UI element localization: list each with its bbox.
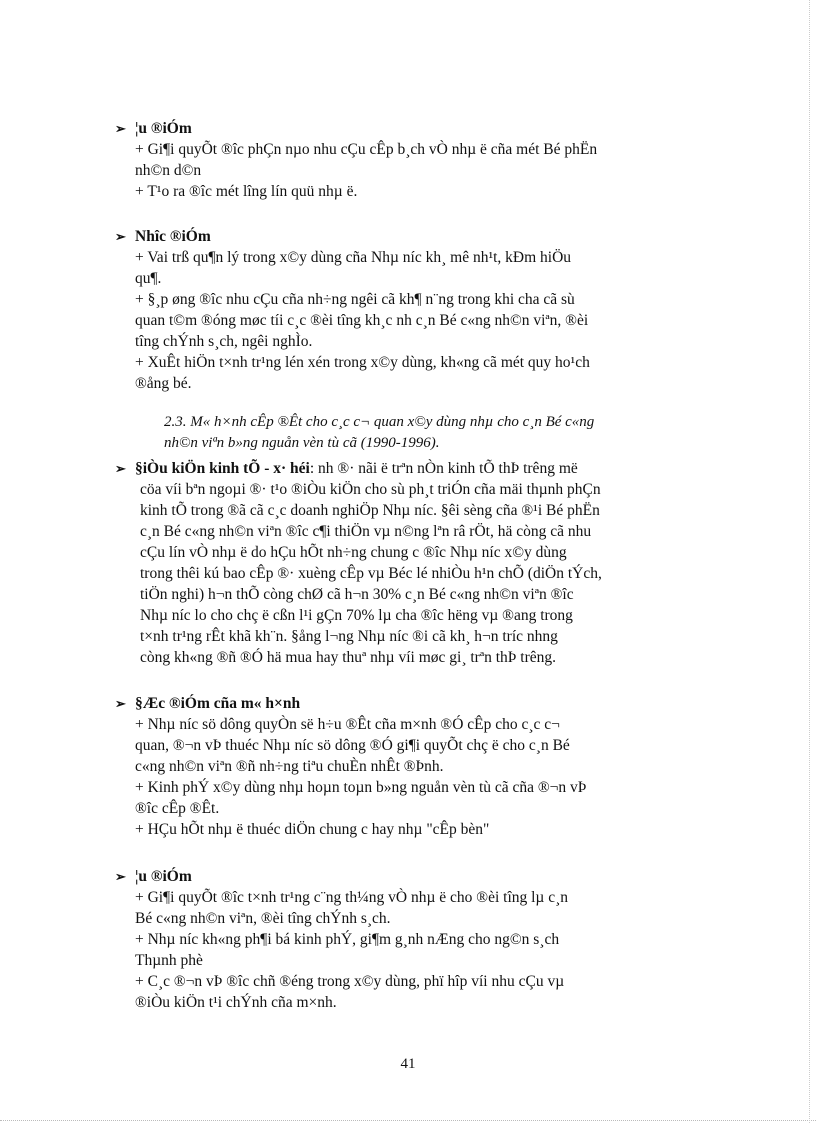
caption-line: 2.3. M« h×nh cÊp ®Êt cho c¸c c¬ quan x©y dùng nhµ cho c¸n Bé c«ng xyxy=(164,414,595,430)
text-line: c¸n Bé c«ng nh©n viªn ®îc c¶i thiÖn vµ n©ng lªn râ rÖt, hä còng cã nhu xyxy=(140,523,592,540)
heading-text: ¦u ®iÓm xyxy=(135,868,192,885)
text-line: tiÖn nghi) h¬n thÕ còng chØ cã h¬n 30% c¸n Bé c«ng nh©n viªn ®îc xyxy=(140,586,574,603)
section-disadvantages-1 xyxy=(115,226,721,394)
text-line: Nhµ níc lo cho chç ë cßn l¹i gÇn 70% lµ cha ®îc hëng vµ ®ang trong xyxy=(140,607,573,624)
heading-text: §Æc ®iÓm cña m« h×nh xyxy=(135,695,301,712)
text-line: + Nhµ níc kh«ng ph¶i bá kinh phÝ, gi¶m g¸nh nÆng cho ng©n s¸ch xyxy=(135,931,560,948)
lead-term: §iÒu kiÖn kinh tÕ - x· héi xyxy=(135,460,310,477)
paragraph-body xyxy=(140,479,721,668)
text-line: c«ng nh©n viªn ®ñ nh÷ng tiªu chuÈn nhÊt ®Þnh. xyxy=(135,758,444,775)
text-line: t×nh tr¹ng rÊt khã kh¨n. §ång l¬ng Nhµ níc ®i cã kh¸ h¬n tríc nhng xyxy=(140,628,558,645)
text-line: + Nhµ níc sö dông quyÒn së h÷u ®Êt cña m×nh ®Ó cÊp cho c¸c c¬ xyxy=(135,716,560,733)
section-model-features xyxy=(115,693,721,840)
text-line: ®iÒu kiÖn t¹i chÝnh cña m×nh. xyxy=(135,994,337,1011)
text-line: cöa víi bªn ngoµi ®· t¹o ®iÒu kiÖn cho sù ph¸t triÓn cña mäi thµnh phÇn xyxy=(140,481,601,498)
subsection-title xyxy=(164,412,720,454)
text-line: nh©n d©n xyxy=(135,162,202,179)
heading-text: ¦u ®iÓm xyxy=(135,120,192,137)
section-heading xyxy=(115,693,721,714)
section-advantages-2 xyxy=(115,866,721,1013)
section-economic-conditions xyxy=(115,458,721,668)
text-line: Bé c«ng nh©n viªn, ®èi tîng chÝnh s¸ch. xyxy=(135,910,391,927)
text-line: quan t©m ®óng møc tíi c¸c ®èi tîng kh¸c nh c¸n Bé c«ng nh©n viªn, ®èi xyxy=(135,312,589,329)
section-heading xyxy=(115,458,721,479)
text-line: trong thêi kú bao cÊp ®· xuèng cÊp vµ Béc lé nhiÒu h¹n chÕ (diÖn tÝch, xyxy=(140,565,602,582)
text-line: kinh tÕ trong ®ã cã c¸c doanh nghiÖp Nhµ níc. §êi sèng cña ®¹i Bé phËn xyxy=(140,502,600,519)
section-heading xyxy=(115,226,721,247)
text-line: Thµnh phè xyxy=(135,952,203,969)
text-line: + T¹o ra ®îc mét lîng lín quü nhµ ë. xyxy=(135,183,358,200)
arrow-bullet-icon: ➢ xyxy=(115,121,126,136)
text-line: qu¶. xyxy=(135,270,162,287)
text-line: quan, ®¬n vÞ thuéc Nhµ níc sö dông ®Ó gi¶i quyÕt chç ë cho c¸n Bé xyxy=(135,737,570,754)
text-line: + Gi¶i quyÕt ®îc phÇn nµo nhu cÇu cÊp b¸ch vÒ nhµ ë cña mét Bé phËn xyxy=(135,141,598,158)
text-line: + XuÊt hiÖn t×nh tr¹ng lén xén trong x©y dùng, kh«ng cã mét quy ho¹ch xyxy=(135,354,590,371)
text-line: + Vai trß qu¶n lý trong x©y dùng cña Nhµ níc kh¸ mê nh¹t, kÐm hiÖu xyxy=(135,249,572,266)
section-heading xyxy=(115,118,721,139)
page-number: 41 xyxy=(400,1056,416,1072)
heading-text: Nhîc ®iÓm xyxy=(135,228,211,245)
arrow-bullet-icon: ➢ xyxy=(115,229,126,244)
text-line: cÇu lín vÒ nhµ ë do hÇu hÕt nh÷ng chung c ®îc Nhµ níc x©y dùng xyxy=(140,544,567,561)
text-line: ®îc cÊp ®Êt. xyxy=(135,800,220,817)
section-heading xyxy=(115,866,721,887)
text-line: + Kinh phÝ x©y dùng nhµ hoµn toµn b»ng nguån vèn tù cã cña ®¬n vÞ xyxy=(135,779,587,796)
arrow-bullet-icon: ➢ xyxy=(115,461,126,476)
section-advantages-1 xyxy=(115,118,721,202)
arrow-bullet-icon: ➢ xyxy=(115,869,126,884)
text-line: + HÇu hÕt nhµ ë thuéc diÖn chung c hay nhµ "cÊp bèn" xyxy=(135,821,490,838)
text-line: còng kh«ng ®ñ ®Ó hä mua hay thuª nhµ víi møc gi¸ trªn thÞ trêng. xyxy=(140,649,556,666)
text-line: : nh ®· nãi ë trªn nÒn kinh tÕ thÞ trêng më xyxy=(309,460,578,477)
text-line: + §¸p øng ®îc nhu cÇu cña nh÷ng ngêi cã kh¶ n¨ng trong khi cha cã sù xyxy=(135,291,575,308)
text-line: + C¸c ®¬n vÞ ®îc chñ ®éng trong x©y dùng, phï hîp víi nhu cÇu vµ xyxy=(135,973,565,990)
caption-line: nh©n viªn b»ng nguån vèn tù cã (1990-1996). xyxy=(164,435,440,451)
arrow-bullet-icon: ➢ xyxy=(115,696,126,711)
page-border-divider xyxy=(0,1120,816,1121)
text-line: ®ång bé. xyxy=(135,375,192,392)
text-line: tîng chÝnh s¸ch, ngêi nghÌo. xyxy=(135,333,313,350)
page-edge-divider xyxy=(809,0,810,1123)
text-line: + Gi¶i quyÕt ®îc t×nh tr¹ng c¨ng th¼ng vÒ nhµ ë cho ®èi tîng lµ c¸n xyxy=(135,889,569,906)
